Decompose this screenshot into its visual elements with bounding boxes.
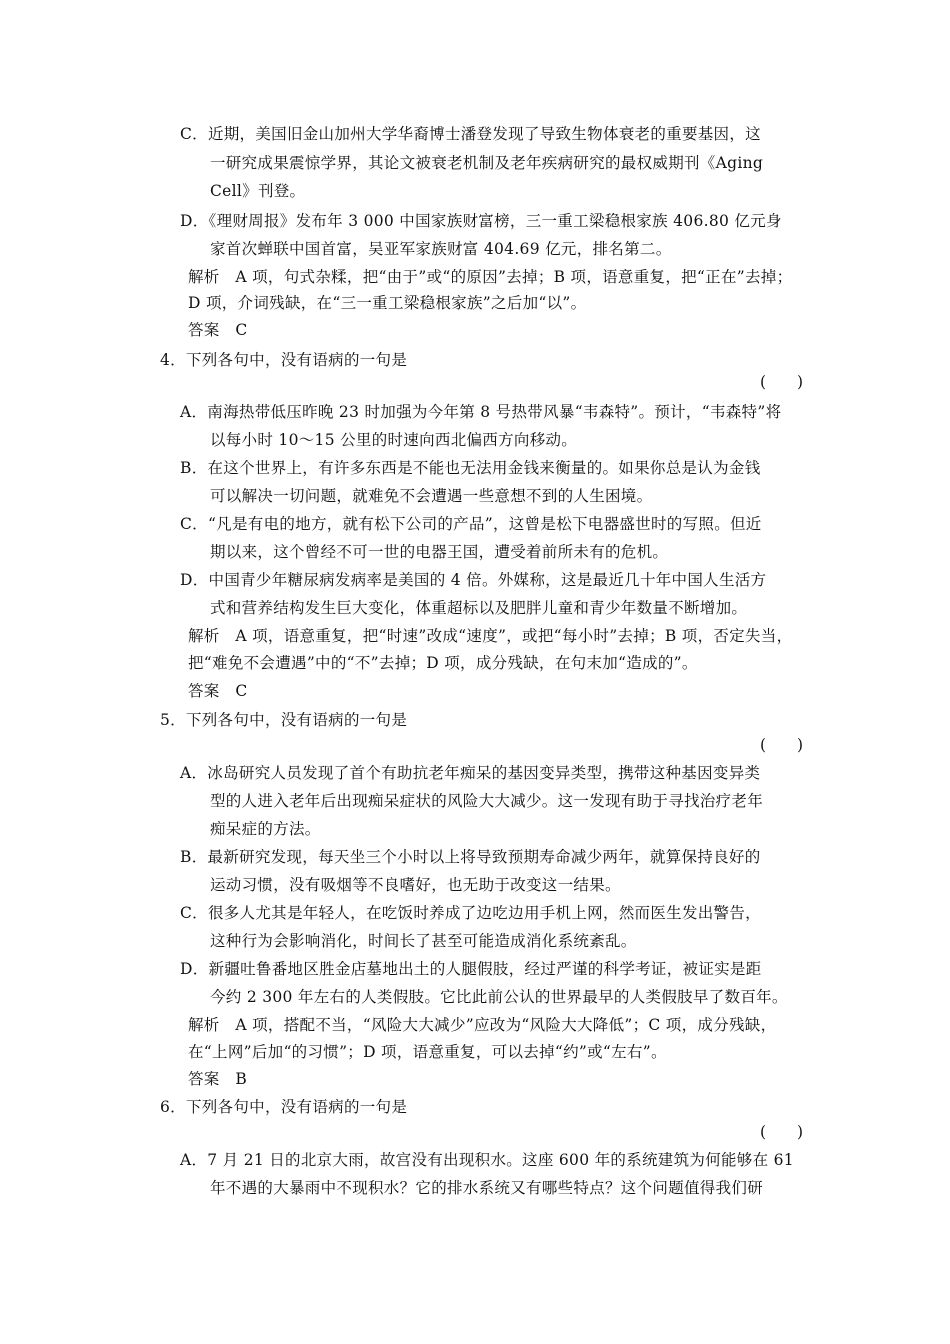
q3-option-c-line3: Cell》刊登。 — [210, 182, 306, 200]
q5-option-b-line1: B．最新研究发现，每天坐三个小时以上将导致预期寿命减少两年，就算保持良好的 — [180, 848, 761, 866]
q6-answer-blank: ( ) — [760, 1123, 804, 1141]
q4-option-c-line2: 期以来，这个曾经不可一世的电器王国，遭受着前所未有的危机。 — [210, 543, 669, 561]
q5-option-d-line2: 今约 2 300 年左右的人类假肢。它比此前公认的世界最早的人类假肢早了数百年。 — [210, 988, 788, 1006]
q5-stem: 5．下列各句中，没有语病的一句是 — [160, 711, 408, 729]
q6-option-a-line1: A．7 月 21 日的北京大雨，故宫没有出现积水。这座 600 年的系统建筑为何能够在 61 — [180, 1151, 794, 1169]
q3-option-d-line2: 家首次蝉联中国首富，吴亚军家族财富 404.69 亿元，排名第二。 — [210, 240, 672, 258]
q4-option-c-line1: C．“凡是有电的地方，就有松下公司的产品”，这曾是松下电器盛世时的写照。但近 — [180, 515, 762, 533]
q5-answer: 答案 B — [188, 1070, 248, 1088]
q5-option-c-line1: C．很多人尤其是年轻人，在吃饭时养成了边吃边用手机上网，然而医生发出警告， — [180, 904, 761, 922]
q5-option-a-line2: 型的人进入老年后出现痴呆症状的风险大大减少。这一发现有助于寻找治疗老年 — [210, 792, 764, 810]
q4-option-d-line2: 式和营养结构发生巨大变化，体重超标以及肥胖儿童和青少年数量不断增加。 — [210, 599, 748, 617]
q4-option-b-line1: B．在这个世界上，有许多东西是不能也无法用金钱来衡量的。如果你总是认为金钱 — [180, 459, 761, 477]
q4-option-a-line2: 以每小时 10～15 公里的时速向西北偏西方向移动。 — [210, 431, 578, 449]
q3-option-d-line1: D．《理财周报》发布年 3 000 中国家族财富榜，三一重工梁稳根家族 406.80 亿元身 — [180, 212, 782, 230]
q4-analysis-line2: 把“难免不会遭遇”中的“不”去掉；D 项，成分残缺，在句末加“造成的”。 — [188, 654, 698, 672]
q4-analysis-line1: 解析 A 项，语意重复，把“时速”改成“速度”，或把“每小时”去掉；B 项，否定失当， — [188, 627, 793, 645]
q5-option-a-line3: 痴呆症的方法。 — [210, 820, 321, 838]
q4-option-b-line2: 可以解决一切问题，就难免不会遭遇一些意想不到的人生困境。 — [210, 487, 653, 505]
q5-answer-blank: ( ) — [760, 736, 804, 754]
q5-analysis-line1: 解析 A 项，搭配不当，“风险大大减少”应改为“风险大大降低”；C 项，成分残缺， — [188, 1016, 777, 1034]
q4-answer-blank: ( ) — [760, 373, 804, 391]
q6-stem: 6．下列各句中，没有语病的一句是 — [160, 1098, 408, 1116]
q5-option-b-line2: 运动习惯，没有吸烟等不良嗜好，也无助于改变这一结果。 — [210, 876, 621, 894]
q4-stem: 4．下列各句中，没有语病的一句是 — [160, 351, 408, 369]
q5-option-c-line2: 这种行为会影响消化，时间长了甚至可能造成消化系统紊乱。 — [210, 932, 637, 950]
q3-analysis-line1: 解析 A 项，句式杂糅，把“由于”或“的原因”去掉；B 项，语意重复，把“正在”去掉； — [188, 268, 793, 286]
q3-analysis-line2: D 项，介词残缺，在“三一重工梁稳根家族”之后加“以”。 — [188, 294, 587, 312]
q4-option-a-line1: A．南海热带低压昨晚 23 时加强为今年第 8 号热带风暴“韦森特”。预计，“韦森特”将 — [180, 403, 782, 421]
q3-option-c-line1: C．近期，美国旧金山加州大学华裔博士潘登发现了导致生物体衰老的重要基因，这 — [180, 125, 761, 143]
q5-analysis-line2: 在“上网”后加“的习惯”；D 项，语意重复，可以去掉“约”或“左右”。 — [188, 1043, 667, 1061]
q4-option-d-line1: D．中国青少年糖尿病发病率是美国的 4 倍。外媒称，这是最近几十年中国人生活方 — [180, 571, 767, 589]
q6-option-a-line2: 年不遇的大暴雨中不现积水？它的排水系统又有哪些特点？这个问题值得我们研 — [210, 1179, 764, 1197]
q5-option-d-line1: D．新疆吐鲁番地区胜金店墓地出土的人腿假肢，经过严谨的科学考证，被证实是距 — [180, 960, 762, 978]
q4-answer: 答案 C — [188, 682, 248, 700]
q3-answer: 答案 C — [188, 321, 248, 339]
q5-option-a-line1: A．冰岛研究人员发现了首个有助抗老年痴呆的基因变异类型，携带这种基因变异类 — [180, 764, 761, 782]
q3-option-c-line2: 一研究成果震惊学界，其论文被衰老机制及老年疾病研究的最权威期刊《Aging — [210, 154, 764, 172]
